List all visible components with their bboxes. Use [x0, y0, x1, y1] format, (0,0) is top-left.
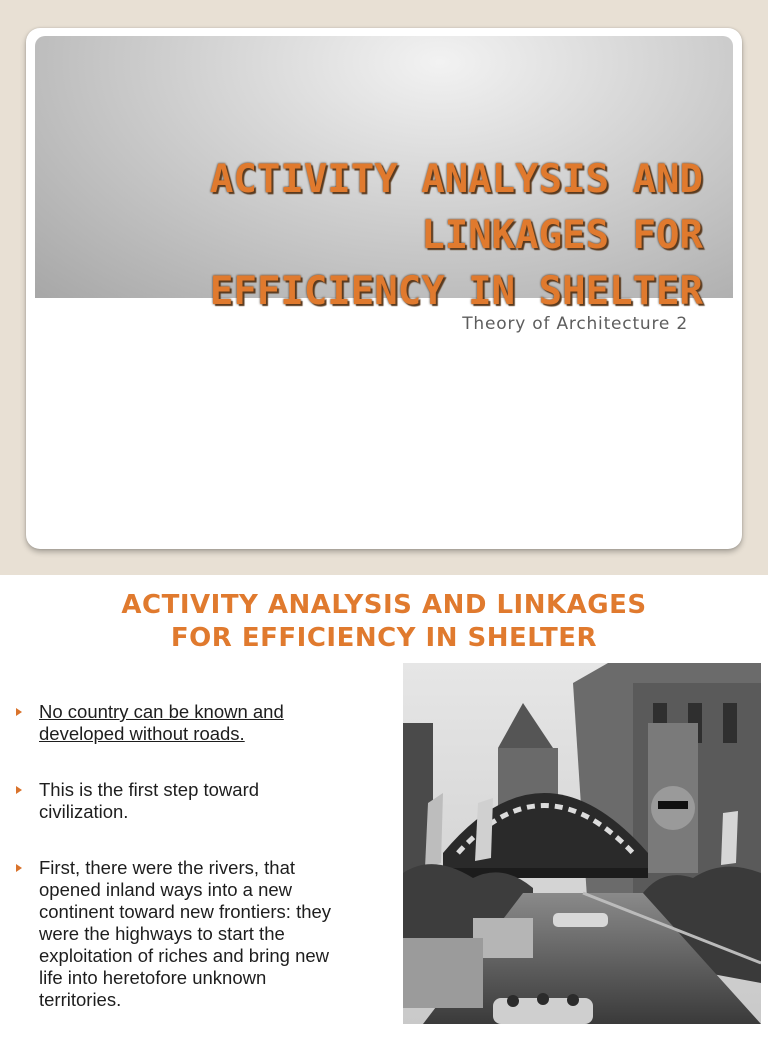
- slide-title-line: ACTIVITY ANALYSIS AND LINKAGES: [121, 590, 647, 620]
- canal-photo: [403, 663, 761, 1024]
- canal-photo-illustration: [403, 663, 761, 1024]
- main-title-line: EFFICIENCY IN SHELTER: [209, 269, 703, 314]
- bullet-list: [16, 701, 346, 1045]
- subtitle: Theory of Architecture 2: [462, 314, 688, 334]
- main-title-line: ACTIVITY ANALYSIS AND: [209, 157, 703, 202]
- slide-title-line: FOR EFFICIENCY IN SHELTER: [170, 623, 598, 653]
- bullet-text: No country can be known and developed without roads.: [39, 701, 284, 744]
- bullet-arrow-icon: [16, 786, 22, 794]
- content-slide: [0, 575, 768, 1024]
- bullet-arrow-icon: [16, 864, 22, 872]
- title-slide-card: [26, 28, 742, 549]
- bullet-arrow-icon: [16, 708, 22, 716]
- bullet-item: [16, 779, 346, 823]
- main-title-line: LINKAGES FOR: [421, 213, 703, 258]
- slide-title: [0, 589, 768, 655]
- bullet-item: [16, 857, 346, 1011]
- title-banner: [35, 36, 733, 314]
- bullet-item: [16, 701, 346, 745]
- main-title: [43, 152, 703, 320]
- bullet-text: This is the first step toward civilization.: [39, 779, 260, 822]
- bullet-text: First, there were the rivers, that opened inland ways into a new continent toward new frontiers: they were the highways to start the exploitation of riches and bring new life into heretofore unknown territories.: [39, 857, 332, 1010]
